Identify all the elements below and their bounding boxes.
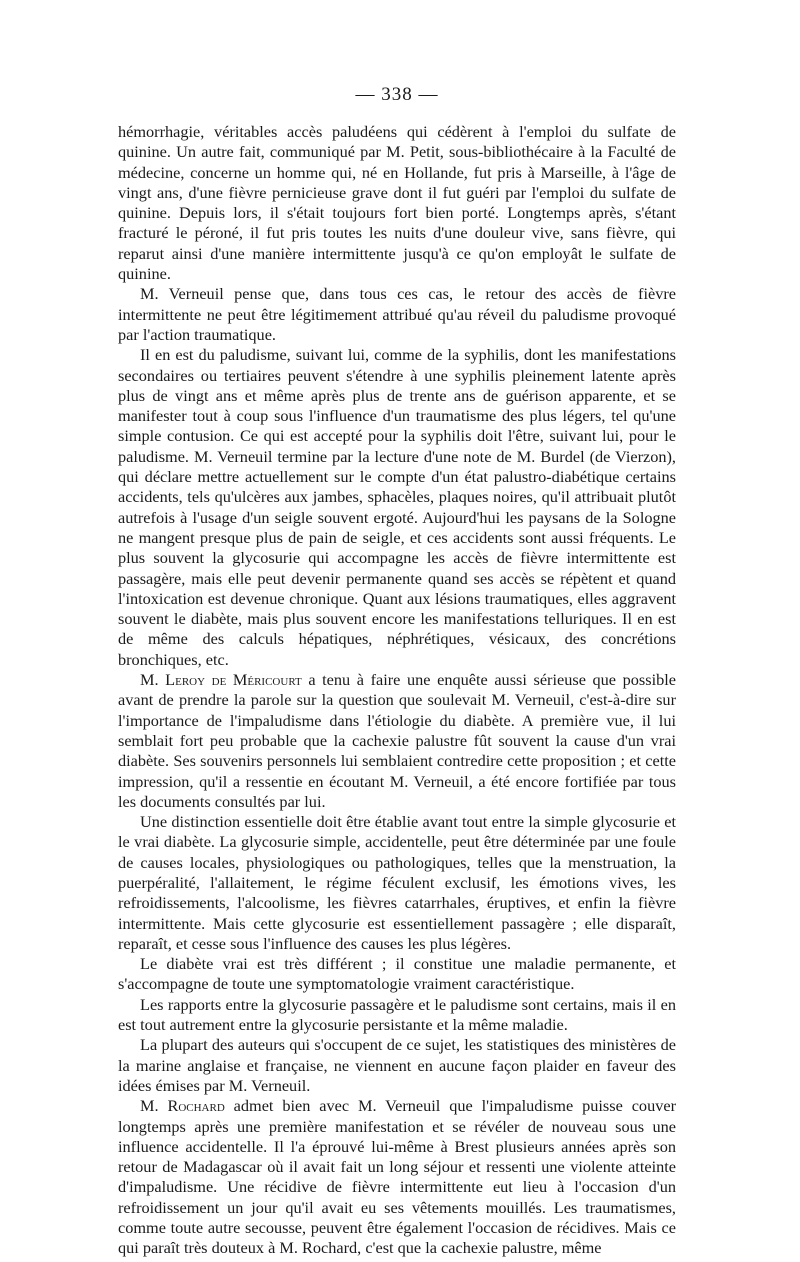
paragraph [118, 1096, 676, 1258]
paragraph [118, 345, 676, 670]
paragraph-text: M. Verneuil pense que, dans tous ces cas, le retour des accès de fièvre intermittente ne peut être légitimement attribué qu'au réveil du paludisme provoqué par l'action traumatique. [118, 284, 676, 344]
paragraph-text: Il en est du paludisme, suivant lui, comme de la syphilis, dont les manifestations secondaires ou tertiaires peuvent s'étendre à une syphilis pleinement latente après plus de vingt ans et même après plus de trente ans de guérison apparente, et se manifester tout à coup sous l'influence d'un traumatisme des plus légers, tel qu'une simple contusion. Ce qui est accepté pour la syphilis doit l'être, suivant lui, pour le paludisme. M. Verneuil termine par la lecture d'une note de M. Burdel (de Vierzon), qui déclare mettre actuellement sur le compte d'un état palustro-diabétique certains accidents, tels qu'ulcères aux jambes, sphacèles, plaques noires, qu'il attribuait plutôt autrefois à l'usage d'un seigle souvent ergoté. Aujourd'hui les paysans de la Sologne ne mangent presque plus de pain de seigle, et ces accidents sont aussi fréquents. Le plus souvent la glycosurie qui accompagne les accès de fièvre intermittente est passagère, mais elle peut devenir permanente quand ses accès se répètent et quand l'intoxication est devenue chronique. Quant aux lésions traumatiques, elles aggravent souvent le diabète, mais plus souvent encore les manifestations telluriques. Il en est de même des calculs hépatiques, néphrétiques, vésicaux, des concrétions bronchiques, etc. [118, 345, 676, 669]
speaker-name: Rochard [167, 1096, 225, 1116]
paragraph-text: Les rapports entre la glycosurie passagère et le paludisme sont certains, mais il en est tout autrement entre la glycosurie persistante et la même maladie. [118, 994, 676, 1035]
paragraph-text: M. [140, 670, 166, 690]
paragraph [118, 954, 676, 995]
paragraph [118, 670, 676, 812]
paragraph-text: M. [140, 1096, 168, 1116]
speaker-name: Leroy de Méricourt [165, 670, 302, 690]
paragraph-text: La plupart des auteurs qui s'occupent de ce sujet, les statistiques des ministères de la marine anglaise et française, ne viennent en aucune façon plaider en faveur des idées émises par M. Verneuil. [118, 1035, 676, 1095]
page-number: — 338 — [355, 84, 439, 105]
paragraph-text: Une distinction essentielle doit être établie avant tout entre la simple glycosurie et le vrai diabète. La glycosurie simple, accidentelle, peut être déterminée par une foule de causes locales, physiologiques ou pathologiques, telles que la menstruation, la puerpéralité, l'allaitement, le régime féculent exclusif, les émotions vives, les refroidissements, l'alcoolisme, les fièvres catarrhales, éruptives, et enfin la fièvre intermittente. Mais cette glycosurie est essentiellement passagère ; elle disparaît, reparaît, et cesse sous l'influence des causes les plus légères. [118, 812, 676, 953]
body-text [118, 122, 676, 1259]
paragraph [118, 284, 676, 345]
paragraph-text: admet bien avec M. Verneuil que l'impaludisme puisse couver longtemps après une première manifestation et se révéler de nouveau sous une influence accidentelle. Il l'a éprouvé lui-même à Brest plusieurs années après son retour de Madagascar où il avait fait un long séjour et ressenti une violente atteinte d'impaludisme. Une récidive de fièvre intermittente eut lieu à l'occasion d'un refroidissement un jour qu'il avait eu ses vêtements mouillés. Les traumatismes, comme toute autre secousse, peuvent être également l'occasion de récidives. Mais ce qui paraît très douteux à M. Rochard, c'est que la cachexie palustre, même [118, 1096, 676, 1258]
paragraph-text: a tenu à faire une enquête aussi sérieuse que possible avant de prendre la parole sur la question que soulevait M. Verneuil, c'est-à-dire sur l'importance de l'impaludisme dans l'étiologie du diabète. A première vue, il lui semblait fort peu probable que la cachexie palustre fût souvent la cause d'un vrai diabète. Ses souvenirs personnels lui semblaient contredire cette proposition ; et cette impression, qu'il a ressentie en écoutant M. Verneuil, a été encore fortifiée par tous les documents consultés par lui. [118, 670, 676, 811]
document-page [118, 84, 676, 1259]
paragraph [118, 122, 676, 284]
paragraph [118, 995, 676, 1036]
paragraph-text: Le diabète vrai est très différent ; il constitue une maladie permanente, et s'accompagne de toute une symptomatologie vraiment caractéristique. [118, 954, 676, 994]
paragraph-text: hémorrhagie, véritables accès paludéens qui cédèrent à l'emploi du sulfate de quinine. Un autre fait, communiqué par M. Petit, sous-bibliothécaire à la Faculté de médecine, concerne un homme qui, né en Hollande, fut pris à Marseille, à l'âge de vingt ans, d'une fièvre pernicieuse grave dont il fut guéri par l'emploi du sulfate de quinine. Depuis lors, il s'était toujours fort bien porté. Longtemps après, s'étant fracturé le péroné, il fut pris toutes les nuits d'une douleur vive, sans fièvre, qui reparut ainsi d'une manière intermittente jusqu'à ce qu'on employât le sulfate de quinine. [118, 122, 676, 284]
paragraph [118, 812, 676, 954]
paragraph [118, 1035, 676, 1096]
